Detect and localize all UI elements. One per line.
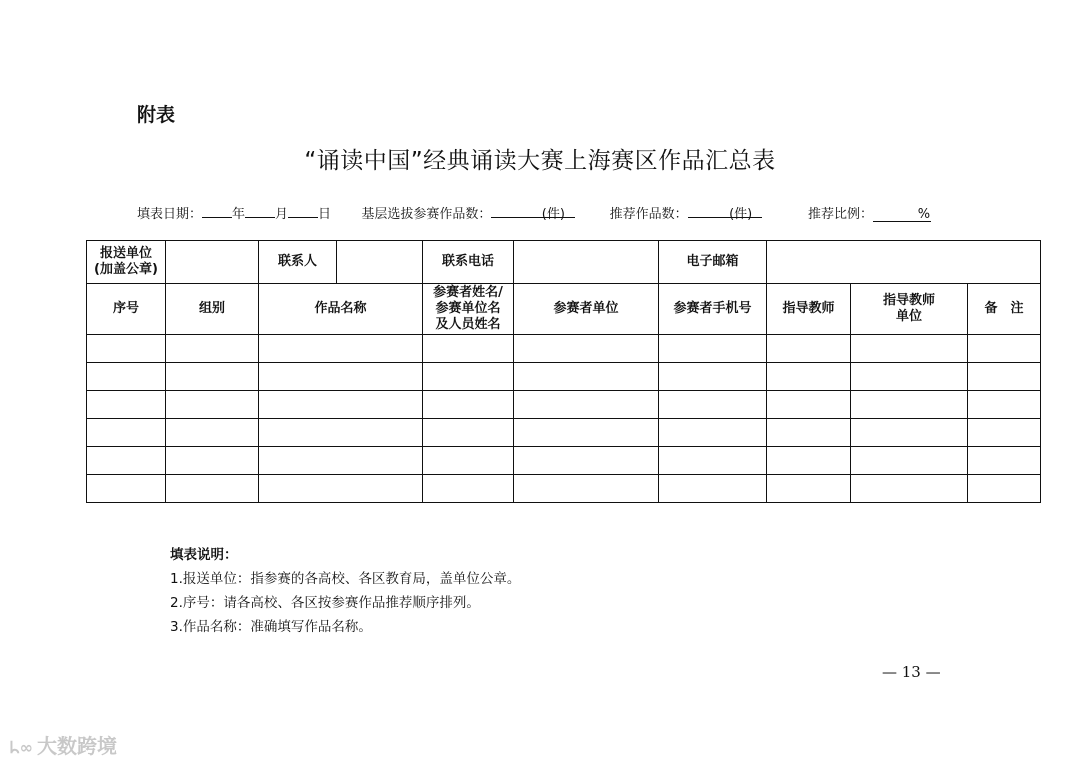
table-cell[interactable]	[259, 419, 423, 447]
table-cell[interactable]	[259, 475, 423, 503]
header-seq: 序号	[87, 284, 166, 335]
table-cell[interactable]	[767, 363, 851, 391]
table-cell[interactable]	[259, 363, 423, 391]
email-label: 电子邮箱	[659, 241, 767, 284]
table-cell[interactable]	[968, 391, 1041, 419]
table-cell[interactable]	[659, 419, 767, 447]
base-count-blank[interactable]	[491, 203, 575, 222]
table-row	[87, 363, 1041, 391]
table-cell[interactable]	[851, 363, 968, 391]
recommend-ratio-label: 推荐比例：	[807, 207, 873, 222]
table-cell[interactable]	[968, 447, 1041, 475]
table-cell[interactable]	[659, 335, 767, 363]
month-label: 月	[275, 207, 289, 222]
table-row	[87, 475, 1041, 503]
table-cell[interactable]	[514, 363, 659, 391]
notes-heading: 填表说明：	[170, 547, 238, 563]
table-cell[interactable]	[767, 419, 851, 447]
header-work-name: 作品名称	[259, 284, 423, 335]
table-row	[87, 391, 1041, 419]
contact-info-row	[87, 241, 1041, 284]
year-label: 年	[232, 207, 246, 222]
email-cell[interactable]	[767, 241, 1041, 284]
table-cell[interactable]	[968, 419, 1041, 447]
recommend-ratio-blank[interactable]	[873, 207, 931, 222]
header-participant-unit: 参赛者单位	[514, 284, 659, 335]
note-item: 1.报送单位：指参赛的各高校、各区教育局，盖单位公章。	[170, 571, 521, 587]
table-cell[interactable]	[968, 363, 1041, 391]
table-row	[87, 419, 1041, 447]
table-cell[interactable]	[659, 447, 767, 475]
table-cell[interactable]	[87, 391, 166, 419]
table-cell[interactable]	[659, 391, 767, 419]
table-row	[87, 447, 1041, 475]
watermark-text: 大数跨境	[37, 734, 118, 758]
table-cell[interactable]	[259, 391, 423, 419]
page-number: — 13 —	[882, 663, 941, 681]
header-row	[87, 284, 1041, 335]
table-cell[interactable]	[659, 363, 767, 391]
watermark	[10, 730, 117, 759]
table-cell[interactable]	[767, 447, 851, 475]
table-cell[interactable]	[87, 447, 166, 475]
table-cell[interactable]	[767, 475, 851, 503]
sender-unit-cell[interactable]	[166, 241, 259, 284]
table-cell[interactable]	[259, 447, 423, 475]
base-count-label: 基层选拔参赛作品数：	[361, 207, 492, 222]
note-item: 2.序号：请各高校、各区按参赛作品推荐顺序排列。	[170, 595, 480, 611]
table-cell[interactable]	[514, 475, 659, 503]
summary-table	[86, 240, 1041, 503]
day-label: 日	[318, 207, 332, 222]
header-participant-name: 参赛者姓名/ 参赛单位名 及人员姓名	[423, 284, 514, 335]
page-title: “诵读中国”经典诵读大赛上海赛区作品汇总表	[304, 148, 776, 174]
table-cell[interactable]	[423, 363, 514, 391]
date-label: 填表日期：	[137, 207, 203, 222]
table-cell[interactable]	[423, 419, 514, 447]
header-phone: 参赛者手机号	[659, 284, 767, 335]
table-cell[interactable]	[851, 335, 968, 363]
note-item: 3.作品名称：准确填写作品名称。	[170, 619, 372, 635]
table-cell[interactable]	[423, 447, 514, 475]
table-cell[interactable]	[423, 475, 514, 503]
table-cell[interactable]	[87, 419, 166, 447]
table-cell[interactable]	[968, 475, 1041, 503]
table-cell[interactable]	[659, 475, 767, 503]
table-cell[interactable]	[514, 335, 659, 363]
table-cell[interactable]	[767, 391, 851, 419]
table-cell[interactable]	[87, 363, 166, 391]
table-cell[interactable]	[423, 335, 514, 363]
notes-section	[170, 543, 520, 639]
month-blank[interactable]	[245, 203, 275, 218]
base-count-unit: (件)	[541, 207, 565, 222]
table-cell[interactable]	[514, 391, 659, 419]
percent-sign: %	[917, 207, 931, 222]
sender-unit-label: 报送单位 (加盖公章)	[87, 241, 166, 284]
contact-label: 联系人	[259, 241, 337, 284]
recommend-count-label: 推荐作品数：	[609, 207, 688, 222]
phone-cell[interactable]	[514, 241, 659, 284]
recommend-count-blank[interactable]	[688, 203, 762, 222]
phone-label: 联系电话	[423, 241, 514, 284]
table-cell[interactable]	[87, 335, 166, 363]
header-teacher-unit: 指导教师 单位	[851, 284, 968, 335]
table-cell[interactable]	[514, 447, 659, 475]
table-cell[interactable]	[851, 447, 968, 475]
table-cell[interactable]	[166, 363, 259, 391]
header-teacher: 指导教师	[767, 284, 851, 335]
table-cell[interactable]	[166, 447, 259, 475]
day-blank[interactable]	[288, 203, 318, 218]
table-cell[interactable]	[166, 335, 259, 363]
table-cell[interactable]	[166, 419, 259, 447]
appendix-label: 附表	[137, 104, 176, 126]
table-cell[interactable]	[767, 335, 851, 363]
year-blank[interactable]	[202, 203, 232, 218]
contact-cell[interactable]	[337, 241, 423, 284]
header-remarks: 备 注	[968, 284, 1041, 335]
table-cell[interactable]	[166, 475, 259, 503]
watermark-logo-icon: ᖺ∞	[10, 738, 34, 757]
table-cell[interactable]	[968, 335, 1041, 363]
table-cell[interactable]	[259, 335, 423, 363]
table-cell[interactable]	[514, 419, 659, 447]
fill-info-line	[137, 203, 931, 222]
recommend-count-unit: (件)	[729, 207, 753, 222]
table-cell[interactable]	[166, 391, 259, 419]
table-row	[87, 335, 1041, 363]
table-cell[interactable]	[423, 391, 514, 419]
header-group: 组别	[166, 284, 259, 335]
table-cell[interactable]	[851, 475, 968, 503]
table-cell[interactable]	[851, 419, 968, 447]
table-cell[interactable]	[851, 391, 968, 419]
table-cell[interactable]	[87, 475, 166, 503]
